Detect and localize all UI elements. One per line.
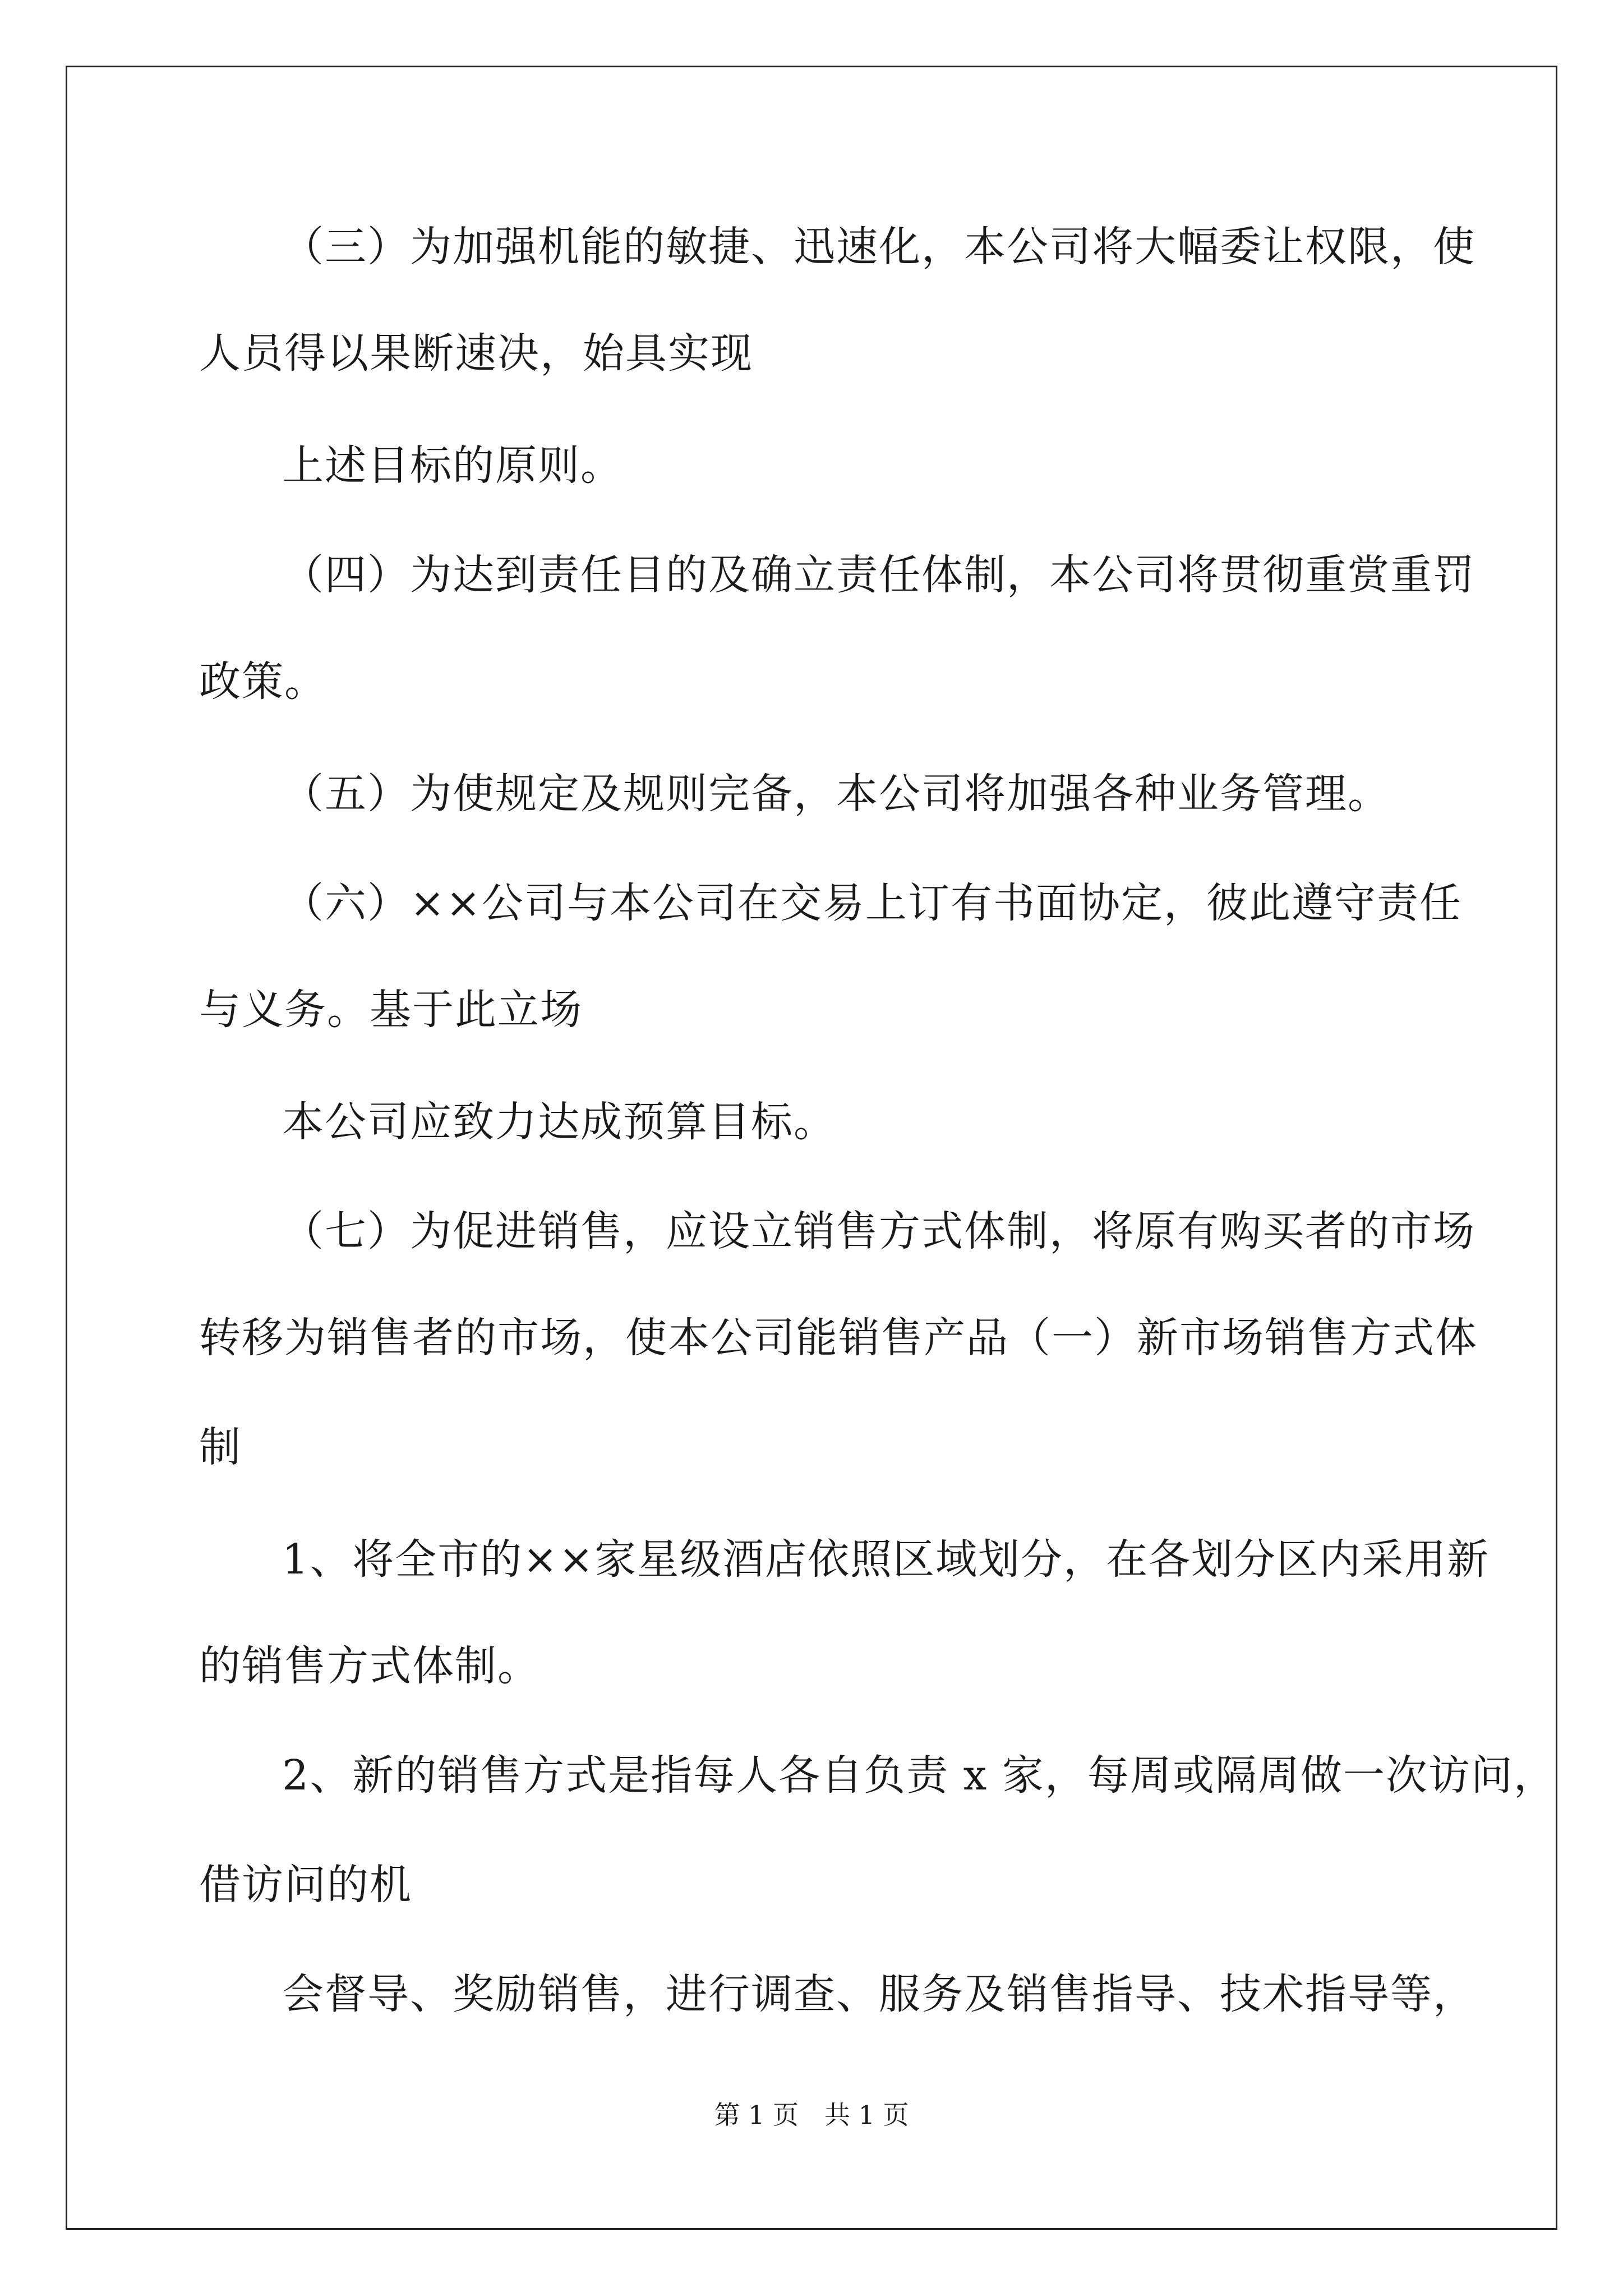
- text-line: 与义务。基于此立场: [199, 986, 583, 1034]
- text-line: （五）为使规定及规则完备，本公司将加强各种业务管理。: [282, 770, 1390, 818]
- text-line: 转移为销售者的市场，使本公司能销售产品（一）新市场销售方式体: [199, 1314, 1478, 1362]
- text-line: 本公司应致力达成预算目标。: [282, 1098, 836, 1146]
- text-line: （六）××公司与本公司在交易上订有书面协定，彼此遵守责任: [282, 879, 1463, 927]
- text-line: 1、将全市的××家星级酒店依照区域划分，在各划分区内采用新: [282, 1535, 1490, 1584]
- text-line: 借访问的机: [199, 1861, 412, 1909]
- text-line: 制: [199, 1423, 242, 1471]
- text-line: （七）为促进销售，应设立销售方式体制，将原有购买者的市场: [282, 1207, 1476, 1255]
- page-number-footer: 第 1 页 共 1 页: [714, 2100, 909, 2130]
- text-line: 的销售方式体制。: [199, 1642, 540, 1690]
- text-line: 上述目标的原则。: [282, 441, 623, 490]
- text-line: 政策。: [199, 657, 327, 706]
- text-line: 2、新的销售方式是指每人各自负责 x 家，每周或隔周做一次访问，: [282, 1751, 1556, 1800]
- text-line: （三）为加强机能的敏捷、迅速化，本公司将大幅委让权限，使: [282, 223, 1476, 271]
- text-line: （四）为达到责任目的及确立责任体制，本公司将贯彻重赏重罚: [282, 551, 1476, 599]
- text-line: 会督导、奖励销售，进行调查、服务及销售指导、技术指导等，: [282, 1970, 1476, 2018]
- text-line: 人员得以果断速决，始具实现: [199, 329, 753, 378]
